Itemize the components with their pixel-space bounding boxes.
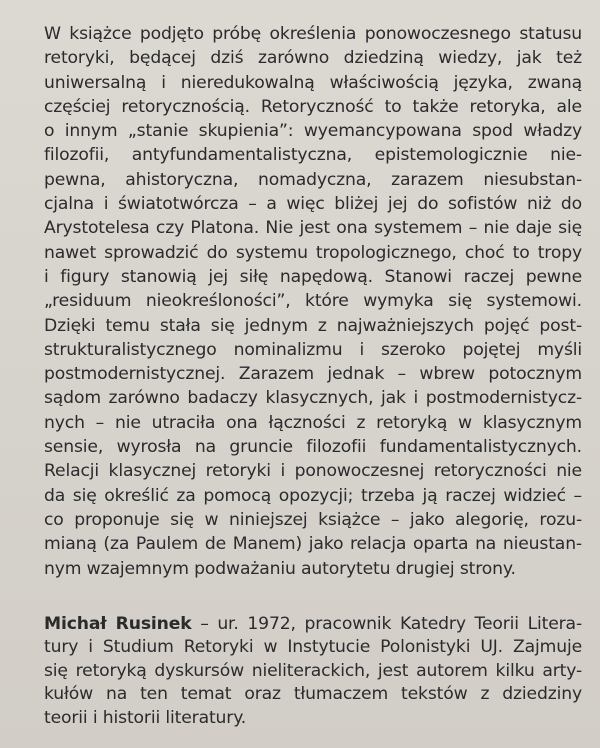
- text-line: strukturalistycznego nominalizmu i szeroko pojętej myśli: [44, 339, 582, 360]
- text-line: postmodernistycznej. Zarazem jednak – wbrew potocznym: [44, 364, 582, 385]
- description-paragraph: [44, 22, 582, 581]
- bio-paragraph: [44, 613, 582, 730]
- text-line: W książce podjęto próbę określenia ponowoczesnego statusu: [44, 24, 582, 44]
- author-bio: [44, 613, 582, 730]
- text-line: retoryki, będącej dziś zarówno dziedziną wiedzy, jak też: [44, 48, 582, 69]
- bio-first-line-rest: – ur. 1972, pracownik Katedry Teorii Litera-: [191, 614, 582, 634]
- text-line: nawet sprowadzić do systemu tropologicznego, choć to tropy: [44, 242, 582, 263]
- text-line: teorii i historii literatury.: [44, 707, 247, 728]
- text-line: Arystotelesa czy Platona. Nie jest ona systemem – nie daje się: [44, 218, 582, 239]
- text-line: tury i Studium Retoryki w Instytucie Polonistyki UJ. Zajmuje: [44, 637, 582, 658]
- text-line: pewna, ahistoryczna, nomadyczna, zarazem niesubstan-: [44, 169, 582, 190]
- text-line: o innym „stanie skupienia”: wyemancypowana spod władzy: [44, 121, 582, 142]
- book-description: [44, 22, 582, 581]
- text-line: filozofii, antyfundamentalistyczna, epistemologicznie nie-: [44, 145, 582, 166]
- text-line: się retoryką dyskursów nieliterackich, jest autorem kilku arty-: [44, 660, 582, 681]
- text-line: uniwersalną i nieredukowalną właściwością języka, zwaną: [44, 72, 582, 93]
- text-line: kułów na ten temat oraz tłumaczem tekstów z dziedziny: [44, 684, 582, 705]
- text-line: sensie, wyrosła na gruncie filozofii fundamentalistycznych.: [44, 437, 582, 458]
- text-line: nych – nie utraciła ona łączności z retoryką w klasycznym: [44, 412, 582, 433]
- text-line: co proponuje się w niniejszej książce – jako alegorię, rozu-: [44, 509, 582, 530]
- text-line: sądom zarówno badaczy klasycznych, jak i postmodernistycz-: [44, 388, 582, 409]
- text-line: mianą (za Paulem de Manem) jako relacja oparta na nieustan-: [44, 534, 582, 555]
- text-line: nym wzajemnym podważaniu autorytetu drugiej strony.: [44, 558, 516, 579]
- bio-first-line: [44, 613, 582, 636]
- text-line: „residuum nieokreśloności”, które wymyka się systemowi.: [44, 291, 582, 312]
- author-name: Michał Rusinek: [44, 614, 192, 634]
- text-line: Relacji klasycznej retoryki i ponowoczesnej retoryczności nie: [44, 461, 582, 482]
- text-line: Dzięki temu stała się jednym z najważniejszych pojęć post-: [44, 315, 582, 336]
- text-line: częściej retorycznością. Retoryczność to także retoryka, ale: [44, 96, 582, 117]
- text-line: i figury stanowią jej siłę napędową. Stanowi raczej pewne: [44, 266, 582, 287]
- text-line: cjalna i światotwórcza – a więc bliżej jej do sofistów niż do: [44, 194, 582, 215]
- text-line: da się określić za pomocą opozycji; trzeba ją raczej widzieć –: [44, 485, 582, 506]
